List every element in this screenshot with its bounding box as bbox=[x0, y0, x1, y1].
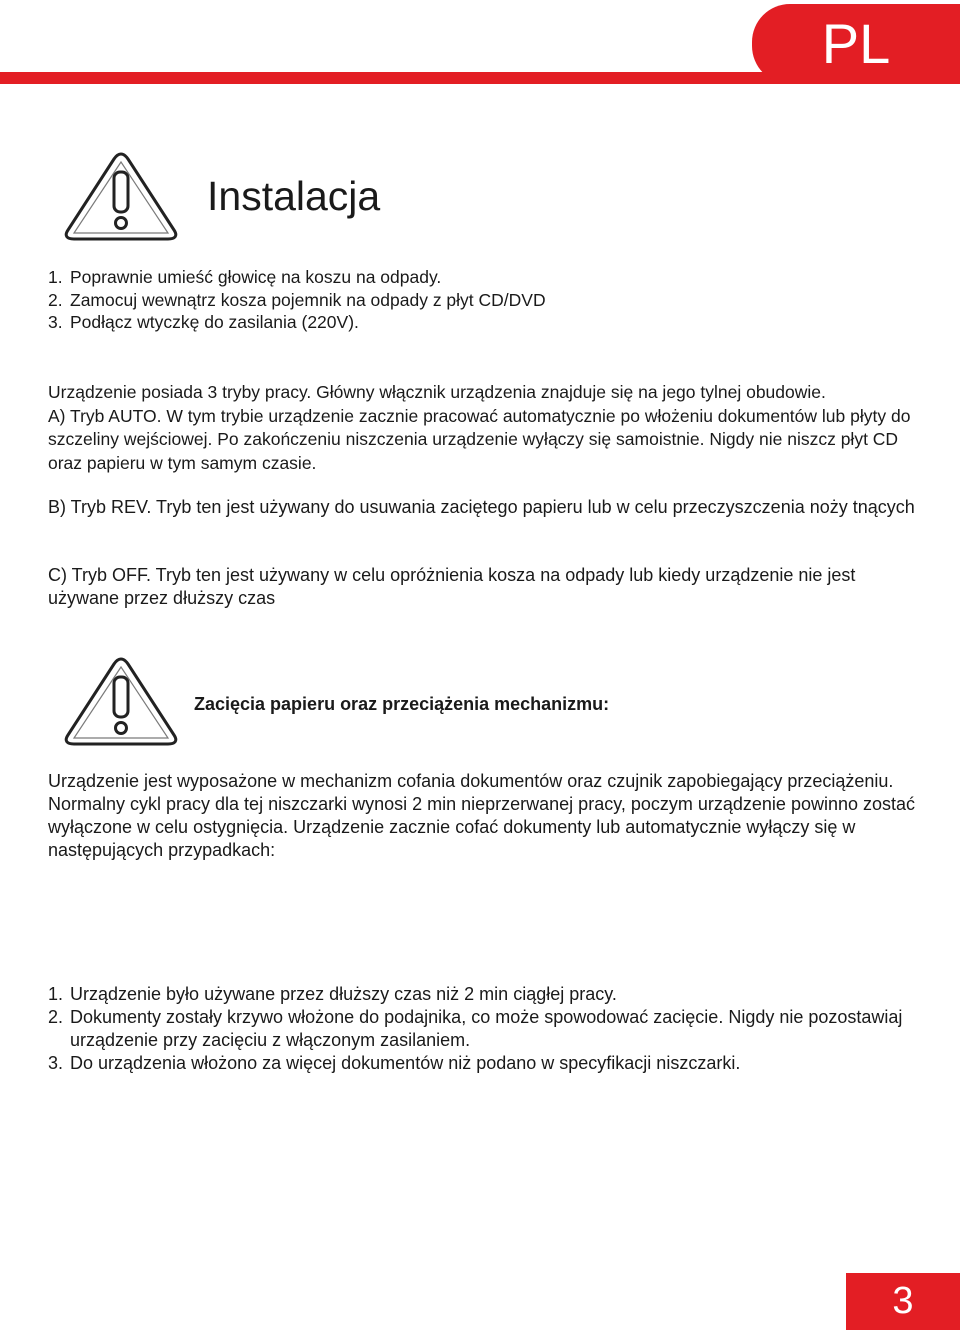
language-label: PL bbox=[821, 12, 891, 75]
warning-triangle-icon bbox=[62, 150, 180, 242]
list-item: 1. Urządzenie było używane przez dłuższy czas niż 2 min ciągłej pracy. bbox=[48, 984, 617, 1004]
mode-off-text: C) Tryb OFF. Tryb ten jest używany w celu opróżnienia kosza na odpady lub kiedy urządzenie nie jest używane przez dłuższy czas bbox=[48, 565, 856, 608]
page-title: Instalacja bbox=[207, 173, 381, 219]
list-item: 3. Podłącz wtyczkę do zasilania (220V). bbox=[48, 312, 359, 332]
overload-cases-list bbox=[48, 983, 928, 1075]
list-item: 2. Zamocuj wewnątrz kosza pojemnik na odpady z płyt CD/DVD bbox=[48, 289, 546, 310]
mode-rev-text: B) Tryb REV. Tryb ten jest używany do usuwania zaciętego papieru lub w celu przeczyszczenia noży tnących bbox=[48, 497, 915, 517]
list-item: 1. Poprawnie umieść głowicę na koszu na odpady. bbox=[48, 267, 442, 287]
modes-intro-text: Urządzenie posiada 3 tryby pracy. Główny włącznik urządzenia znajduje się na jego tylnej obudowie. bbox=[48, 382, 826, 402]
mode-auto-text: A) Tryb AUTO. W tym trybie urządzenie zacznie pracować automatycznie po włożeniu dokumentów lub płyty do szczeliny wejściowej. Po zakończeniu niszczenia urządzenie wyłączy się samoistnie. Nigdy nie niszcz płyt CD oraz papieru w tym samym czasie. bbox=[48, 405, 911, 473]
list-item: 2. Dokumenty zostały krzywo włożone do podajnika, co może spowodować zacięcie. Nigdy nie pozostawiaj urządzenie przy zacięciu z włączonym zasilaniem. bbox=[48, 1007, 903, 1050]
overload-body-text: Urządzenie jest wyposażone w mechanizm cofania dokumentów oraz czujnik zapobiegający przeciążeniu. Normalny cykl pracy dla tej niszczarki wynosi 2 min nieprzerwanej pracy, poczym urządzenie powinno zostać wyłączone w celu ostygnięcia. Urządzenie zacznie cofać dokumenty lub automatycznie wyłączy się w następujących przypadkach: bbox=[48, 771, 916, 860]
overload-heading: Zacięcia papieru oraz przeciążenia mechanizmu: bbox=[194, 694, 610, 714]
page-number: 3 bbox=[892, 1280, 914, 1322]
modes-section bbox=[48, 381, 928, 475]
warning-triangle-icon bbox=[62, 655, 180, 747]
install-steps-list bbox=[48, 266, 928, 334]
list-item: 3. Do urządzenia włożono za więcej dokumentów niż podano w specyfikacji niszczarki. bbox=[48, 1053, 741, 1073]
